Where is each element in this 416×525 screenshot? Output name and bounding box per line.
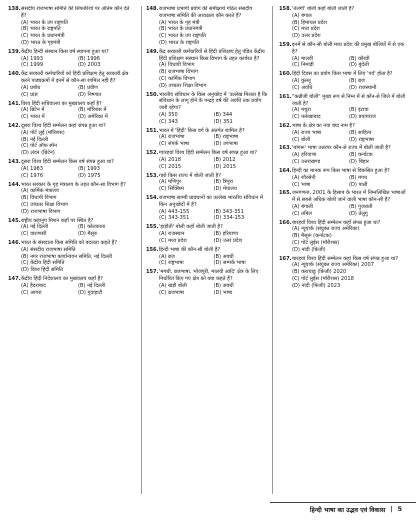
- question-number: 146.: [8, 240, 21, 246]
- question-text: गारो किस राज्य में बोली जाती है?: [158, 172, 221, 179]
- option-list: [279, 262, 406, 289]
- question-head: [146, 49, 268, 63]
- question-head: [146, 6, 268, 20]
- answer-option: (B) 1993: [77, 165, 101, 172]
- question-item: [279, 190, 406, 217]
- answer-option: (D) भारत के राष्ट्रपति: [158, 39, 200, 46]
- question-number: 157.: [145, 269, 159, 276]
- option-list: [146, 254, 268, 268]
- question-text: "कन्नौजी बोली" मुख्य रूप से निम्न में से कौन-से जिले में बोली जाती है?: [292, 93, 406, 107]
- question-item: [279, 145, 406, 165]
- question-head: [8, 6, 135, 20]
- answer-option: (D) 334-153: [213, 215, 245, 222]
- question-number: 159.: [279, 42, 292, 49]
- question-text: ग्यारहवां विश्व हिंदी सम्मेलन किस वर्ष संपन्न हुआ था?: [158, 150, 257, 157]
- option-list: [8, 224, 135, 238]
- answer-option: (A) 1983: [21, 165, 44, 172]
- question-head: [146, 150, 268, 157]
- question-column: [279, 6, 406, 494]
- question-number: 158.: [279, 6, 292, 12]
- question-head: [279, 190, 406, 204]
- footer-bar: [270, 502, 416, 514]
- answer-option: (D) 2003: [77, 62, 101, 69]
- option-list: [8, 107, 135, 121]
- answer-option: (C) संपर्क भाषा: [158, 141, 190, 148]
- question-item: [279, 6, 406, 40]
- answer-option: (A) राजस्थान: [158, 231, 185, 238]
- answer-option: (A) मणिपुर: [158, 179, 182, 186]
- answer-option: (C) फर्रुखाबाद: [292, 114, 321, 121]
- question-number: 141.: [8, 100, 21, 107]
- option-list: [279, 13, 406, 40]
- option-list: [279, 130, 406, 144]
- question-text: विश्व हिंदी सचिवालय का मुख्यालय कहाँ है?: [21, 100, 102, 107]
- answer-option: (C) प्राज्ञ: [21, 91, 38, 98]
- question-number: 143.: [8, 159, 21, 166]
- answer-option: (D) बिहार: [349, 159, 369, 166]
- question-number: 142.: [8, 123, 21, 129]
- question-head: [279, 42, 406, 56]
- answer-option: (C) बोली: [292, 136, 311, 143]
- question-number: 166.: [279, 219, 292, 226]
- answer-option: (A) न्यूयार्क (संयुक्त राज्य अमेरिका) 2007: [292, 262, 375, 269]
- question-item: [146, 49, 268, 90]
- question-number: 148.: [145, 6, 159, 12]
- answer-option: (B) गुजराती: [349, 203, 373, 210]
- question-text: हिंदी दिवस का प्रयोग किस भाषा में लिए 'पर्व' होता है?: [292, 71, 393, 78]
- question-item: [146, 92, 268, 126]
- answer-option: (C) उत्तराखण्ड: [292, 159, 321, 166]
- question-item: [8, 182, 135, 216]
- answer-option: (D) राष्ट्रभाषा: [349, 136, 375, 143]
- question-head: [8, 71, 135, 85]
- option-list: [279, 226, 406, 253]
- answer-option: (A) बंगाली: [292, 203, 313, 210]
- answer-option: (B) कराचाडु (फ़िजी) 2020: [292, 269, 347, 276]
- answer-option: (D) 351: [213, 118, 233, 125]
- answer-option: (C) भारत में: [21, 114, 45, 121]
- answer-option: (A) कुल्लू: [292, 78, 311, 85]
- footer-title: हिन्दी भाषा का उद्भव एवं विकास: [309, 507, 386, 514]
- answer-option: (C) उच्चतर शिक्षा विभाग: [21, 201, 68, 208]
- answer-option: (C) सिक्किम: [158, 186, 184, 193]
- answer-option: (C) 2015: [158, 163, 182, 170]
- question-column: [8, 6, 135, 494]
- answer-option: (D) उच्चतर शिक्षा विभाग: [158, 82, 207, 89]
- question-head: [279, 168, 406, 175]
- question-number: 140.: [8, 71, 21, 78]
- answer-option: (B) नई दिल्ली: [21, 136, 49, 143]
- answer-option: (B) कर्नाटक: [349, 152, 373, 159]
- answer-option: (D) नांदी (फिजी) 2023: [292, 282, 341, 289]
- question-text: हिन्दी भाषा की कौन-सी बोली है?: [158, 246, 221, 253]
- answer-option: (B) प्रवीण: [77, 84, 98, 91]
- option-list: [146, 157, 268, 171]
- answer-option: (B) विधायी विभाग: [21, 195, 57, 202]
- question-number: 162.: [279, 123, 292, 129]
- question-item: [8, 240, 135, 274]
- question-text: भारत में 'हिंदी' किस वर्ग के अंतर्गत शामिल है?: [158, 127, 245, 134]
- answer-option: (C) 343-351: [158, 215, 190, 222]
- answer-option: (D) सम्पर्क भाषा: [213, 260, 246, 267]
- option-list: [146, 179, 268, 193]
- question-item: [8, 159, 135, 179]
- answer-option: (A) मालवी: [292, 55, 314, 62]
- answer-option: (C) भाषा: [292, 181, 311, 188]
- question-text: 'बांगरू' भाषा उत्तरपर कौन-से राज्य में बोली जाती है?: [292, 145, 391, 152]
- question-number: 145.: [8, 217, 21, 224]
- question-item: [146, 247, 268, 267]
- page-number: 5: [397, 506, 402, 513]
- question-head: [8, 276, 135, 283]
- answer-option: (B) 343-351: [213, 208, 244, 215]
- question-item: [8, 276, 135, 296]
- option-list: [8, 166, 135, 180]
- answer-option: (C) ब्रजभाषा: [158, 289, 184, 296]
- answer-option: (A) शौरसेनी: [292, 174, 316, 181]
- question-head: [146, 195, 268, 209]
- answer-option: (A) मथुरा: [292, 107, 311, 114]
- answer-option: (D) लंदन (ब्रिटेन): [21, 150, 55, 157]
- option-list: [146, 231, 268, 245]
- question-head: [279, 6, 406, 13]
- answer-option: (A) संसदीय राजभाषा समिति: [21, 246, 76, 253]
- question-number: 161.: [279, 93, 292, 100]
- answer-option: (A) कार्मिक मंत्रालय: [21, 188, 59, 195]
- question-text: 'हाड़ौती' बोली कहाँ बोली जाती है?: [158, 224, 223, 231]
- question-text: इनमें से कौन-सी बोली मध्य प्रदेश की प्रमुख बोलियों में से एक है?: [292, 42, 405, 55]
- answer-option: (B) ब्रज: [349, 78, 365, 85]
- answer-option: (D) मेघालय: [213, 186, 237, 193]
- answer-option: (C) मध्य प्रदेश: [292, 26, 320, 33]
- question-number: 165.: [279, 190, 292, 197]
- question-number: 164.: [279, 167, 292, 174]
- option-list: [279, 78, 406, 92]
- answer-option: (A) नई दिल्ली: [21, 224, 49, 231]
- option-list: [8, 130, 135, 157]
- question-text: बारहवां विश्व हिंदी सम्मेलन कहां किस वर्ष संपन्न हुआ था?: [292, 255, 399, 262]
- question-head: [146, 92, 268, 112]
- option-list: [146, 134, 268, 148]
- answer-option: (C) पोर्ट लुईस (मॉरीशस) 2018: [292, 276, 354, 283]
- option-list: [8, 188, 135, 215]
- answer-option: (A) ब्रिटेन में: [21, 107, 45, 114]
- question-number: 151.: [145, 127, 159, 134]
- option-list: [146, 112, 268, 126]
- answer-option: (D) अमेरिका में: [77, 114, 108, 121]
- question-item: [146, 173, 268, 193]
- page-footer: [0, 501, 416, 515]
- answer-option: (C) 1999: [21, 62, 44, 69]
- answer-option: (B) नगर राजभाषा कार्यान्वयन समिति, नई दिल्ली: [21, 253, 113, 260]
- answer-option: (D) नांदी (फ़िजी): [292, 246, 326, 253]
- option-list: [146, 20, 268, 47]
- option-list: [146, 62, 268, 89]
- question-columns: [8, 6, 406, 494]
- question-item: [279, 94, 406, 121]
- answer-option: (D) मैसूरु: [77, 231, 98, 238]
- question-head: [279, 71, 406, 78]
- question-item: [279, 256, 406, 290]
- answer-option: (B) इटावा: [349, 107, 369, 114]
- answer-option: (A) प्रबोध: [21, 84, 41, 91]
- question-item: [8, 71, 135, 98]
- question-text: बारहवाँ विश्व हिंदी सम्मेलन कहाँ संपन्न हुआ था?: [292, 219, 381, 226]
- question-text: केंद्रीय हिंदी निदेशालय का मुख्यालय कहाँ है?: [21, 276, 103, 283]
- question-text: भाषा के क्षेत्र का नया क्या नाम है?: [292, 123, 355, 129]
- answer-option: (C) पोर्ट लुईस (मॉरीशस): [292, 240, 340, 246]
- question-text: भारतीय संविधान के किस अनुच्छेद में 'उल्लेख मिलता है कि संविधान के लागू होने के पन्द्रह वर्ष की अवधि तक प्रयोग जारी रहेगा?: [158, 91, 268, 112]
- question-column: [141, 6, 273, 494]
- option-list: [8, 283, 135, 297]
- question-item: [8, 218, 135, 238]
- answer-option: (B) नई दिल्ली: [77, 282, 106, 289]
- answer-option: (A) हैदराबाद: [21, 282, 46, 289]
- answer-option: (C) 343: [158, 118, 178, 125]
- option-list: [279, 56, 406, 70]
- question-head: [146, 224, 268, 231]
- answer-option: (D) उत्तर प्रदेश: [213, 237, 243, 244]
- answer-option: (B) कौरवी: [349, 55, 370, 62]
- answer-option: (C) आगरा: [21, 289, 42, 296]
- question-head: [146, 247, 268, 254]
- answer-option: (A) राजभाषा: [158, 134, 185, 141]
- question-number: 150.: [145, 91, 159, 98]
- question-text: हिन्दी का मानक रूप किस भाषा से विकसित हुआ है?: [292, 167, 390, 174]
- answer-option: (C) अवधि: [292, 84, 313, 91]
- option-list: [8, 20, 135, 47]
- answer-option: (B) हिमाचल प्रदेश: [292, 19, 327, 26]
- question-text: केंद्र सरकारी कर्मचारियों को हिंदी प्रशिक्षण हेतु सरकारी क्षेत्र करने पाठ्यक्रमों में इनमें से कौन-सा शामिल नहीं है?: [21, 71, 129, 85]
- question-item: [146, 6, 268, 47]
- page: [8, 6, 406, 494]
- question-item: [146, 150, 268, 170]
- question-number: 163.: [279, 145, 292, 152]
- answer-option: (A) 350: [158, 111, 178, 118]
- question-head: [146, 269, 268, 283]
- option-list: [146, 209, 268, 223]
- answer-option: (B) 1996: [77, 55, 101, 62]
- question-number: 167.: [279, 255, 292, 262]
- answer-option: (B) त्रिपुरा: [213, 179, 233, 186]
- answer-option: (C) भारत के उप राष्ट्रपति: [158, 33, 206, 40]
- answer-option: (B) साहित्य: [349, 129, 372, 136]
- question-item: [279, 220, 406, 254]
- question-head: [279, 94, 406, 108]
- answer-option: (B) मॉरिशस में: [77, 107, 107, 114]
- answer-option: (A) 443-155: [158, 208, 190, 215]
- answer-option: (C) 1976: [21, 172, 44, 179]
- answer-option: (B) भारत के राष्ट्रपति: [21, 26, 61, 33]
- question-number: 154.: [145, 195, 159, 202]
- answer-option: (B) 344: [213, 111, 233, 118]
- question-text: केंद्र सरकारी कर्मचारियों से हिंदी प्रशिक्षण हेतु पंडित केंद्रीय हिंदी प्रशिक्षण संस्थान किस विभाग के तहत कार्यरत है?: [158, 48, 265, 62]
- answer-option: (D) विश्व हिंदी समिति: [21, 267, 63, 274]
- option-list: [279, 204, 406, 218]
- answer-option: (A) खड़ी बोली: [158, 282, 187, 289]
- answer-option: (A) राज्य भाषा: [292, 129, 322, 136]
- question-text: दूसरा विश्व हिंदी सम्मेलन किस वर्ष संपन्न हुआ था?: [21, 159, 114, 166]
- question-item: [8, 123, 135, 157]
- option-list: [8, 85, 135, 99]
- answer-option: (B) मैसूरू (कर्नाटक): [292, 233, 332, 240]
- answer-option: (D) तेलुगु: [349, 210, 368, 217]
- answer-option: (C) वाराणसी: [21, 231, 47, 238]
- question-number: 155.: [145, 224, 159, 231]
- question-number: 160.: [279, 71, 292, 78]
- question-item: [279, 168, 406, 188]
- question-item: [8, 6, 135, 47]
- question-head: [8, 49, 135, 56]
- answer-option: (A) विधायी विभाग: [158, 62, 195, 69]
- answer-option: (B) राष्ट्रभाषा: [213, 134, 239, 141]
- answer-option: (C) पोर्ट ऑफ स्पेन: [21, 143, 58, 150]
- question-number: 144.: [8, 181, 21, 188]
- footer-separator: |: [390, 506, 393, 513]
- question-item: [146, 128, 268, 148]
- answer-option: (C) केंद्रीय हिंदी समिति: [21, 260, 65, 267]
- option-list: [279, 152, 406, 166]
- answer-option: (D) भाषा: [213, 289, 233, 296]
- answer-option: (C) मध्य प्रदेश: [158, 237, 187, 244]
- answer-option: (C) भारत के प्रधानमंत्री: [21, 33, 65, 40]
- question-text: दूसरा विश्व हिंदी सम्मेलन कहां संपन्न हुआ था?: [21, 123, 106, 129]
- answer-option: (B) भारत के प्रधानमंत्री: [158, 26, 203, 33]
- question-item: [146, 195, 268, 222]
- option-list: [279, 175, 406, 189]
- question-text: संसदीय राजभाषा समिति की सिफारिशों पर अंतिम कौन देते हैं?: [21, 6, 130, 19]
- answer-option: (D) पाली: [349, 181, 368, 188]
- question-head: [8, 123, 135, 130]
- answer-option: (C) राष्ट्रभाषा: [158, 260, 184, 267]
- question-text: जनगणना, 2001 के हिसाब के भारत में निम्नलिखित भाषाओं में से सबसे अधिक बोली जाने वाली भाषा कौन-सी है?: [292, 190, 406, 204]
- answer-option: (D) राजभाषा विभाग: [21, 208, 61, 215]
- answer-option: (A) भारत के गृह मंत्री: [158, 19, 200, 26]
- answer-option: (D) निष्णात: [77, 91, 102, 98]
- answer-option: (D) भारत के गृहमंत्री: [21, 39, 61, 46]
- question-item: [146, 224, 268, 244]
- answer-option: (A) न्यूयार्क (संयुक्त राज्य अमेरिका): [292, 226, 360, 233]
- question-head: [8, 240, 135, 247]
- question-item: [146, 269, 268, 296]
- question-text: भारत सरकार के गृह मंत्रालय के तहत कौन-सा विभाग है?: [21, 181, 126, 188]
- question-text: राजभाषा साम्यी प्रावधानों का उल्लेख भारतीय संविधान में किन अनुच्छेदों में है?: [158, 195, 264, 208]
- option-list: [8, 56, 135, 70]
- question-number: 153.: [145, 172, 159, 179]
- question-text: केंद्रीय हिन्दी संस्थान किस वर्ष स्थापना हुआ था?: [21, 48, 109, 55]
- question-text: भारत के संसदाता किस समिति को बदलता कहते हैं?: [21, 240, 118, 246]
- question-number: 138.: [8, 6, 21, 12]
- answer-option: (D) उत्तर प्रदेश: [292, 33, 321, 40]
- answer-option: (C) तमिल: [292, 210, 312, 217]
- option-list: [146, 283, 268, 297]
- question-number: 152.: [145, 150, 159, 157]
- question-item: [279, 42, 406, 69]
- option-list: [8, 247, 135, 274]
- question-text: राष्ट्रीय कहानुप मिशन कहाँ पर स्थित है?: [21, 217, 94, 224]
- answer-option: (A) भारत के उप राष्ट्रपति: [21, 19, 68, 26]
- question-head: [8, 159, 135, 166]
- answer-option: (D) 1975: [77, 172, 101, 179]
- answer-option: (D) राजस्थानी: [349, 84, 377, 91]
- question-number: 139.: [8, 48, 21, 55]
- answer-option: (A) 2018: [158, 156, 182, 163]
- question-text: 'तेलगी' बोली कहाँ बोली जाती है?: [292, 6, 355, 12]
- answer-option: (A) बंगाल: [292, 12, 312, 19]
- answer-option: (B) अवधी: [213, 253, 234, 260]
- answer-option: (D) उपभाषा: [213, 141, 238, 148]
- question-item: [8, 49, 135, 69]
- answer-option: (B) मगध: [349, 174, 368, 181]
- answer-option: (B) राजभाषा विभाग: [158, 69, 198, 76]
- answer-option: (C) कार्मिक विभाग: [158, 75, 196, 82]
- question-head: [146, 128, 268, 135]
- answer-option: (D) 2015: [213, 163, 236, 170]
- answer-option: (B) हरियाणा: [213, 231, 238, 238]
- answer-option: (D) प्रयागराज: [349, 114, 376, 121]
- question-number: 156.: [145, 246, 159, 253]
- question-head: [279, 123, 406, 130]
- answer-option: (B) 2012: [213, 156, 236, 163]
- answer-option: (B) अवधी: [213, 282, 234, 289]
- answer-option: (B) कोलकाता: [77, 224, 106, 231]
- answer-option: (A) हरियाणा: [292, 152, 317, 159]
- question-item: [8, 101, 135, 121]
- answer-option: (C) निमाड़ी: [292, 62, 314, 69]
- option-list: [279, 107, 406, 121]
- question-item: [279, 123, 406, 143]
- answer-option: (D) गुवाहाटी: [77, 289, 103, 296]
- question-item: [279, 71, 406, 91]
- question-text: 'मगधी, ब्रजभाषा, भोजपुरी, मालवी आदि' क्षेत्र के लिए निर्धारित किए गए क्षेत्र को क्या कहते हैं?: [158, 269, 259, 283]
- answer-option: (A) ब्रज: [158, 253, 175, 260]
- question-text: राजभाषा प्रभागी प्रयोग की समीक्षार्थ गठित संसदीय राजभाषा समिति की अध्यक्षता कौन करते हैं?: [158, 6, 253, 19]
- answer-option: (A) पोर्ट लुई (मॉरिशस): [21, 129, 65, 136]
- answer-option: (A) 1993: [21, 55, 44, 62]
- question-number: 149.: [145, 48, 159, 55]
- answer-option: (D) बुंदेली: [349, 62, 369, 69]
- question-number: 147.: [8, 276, 21, 283]
